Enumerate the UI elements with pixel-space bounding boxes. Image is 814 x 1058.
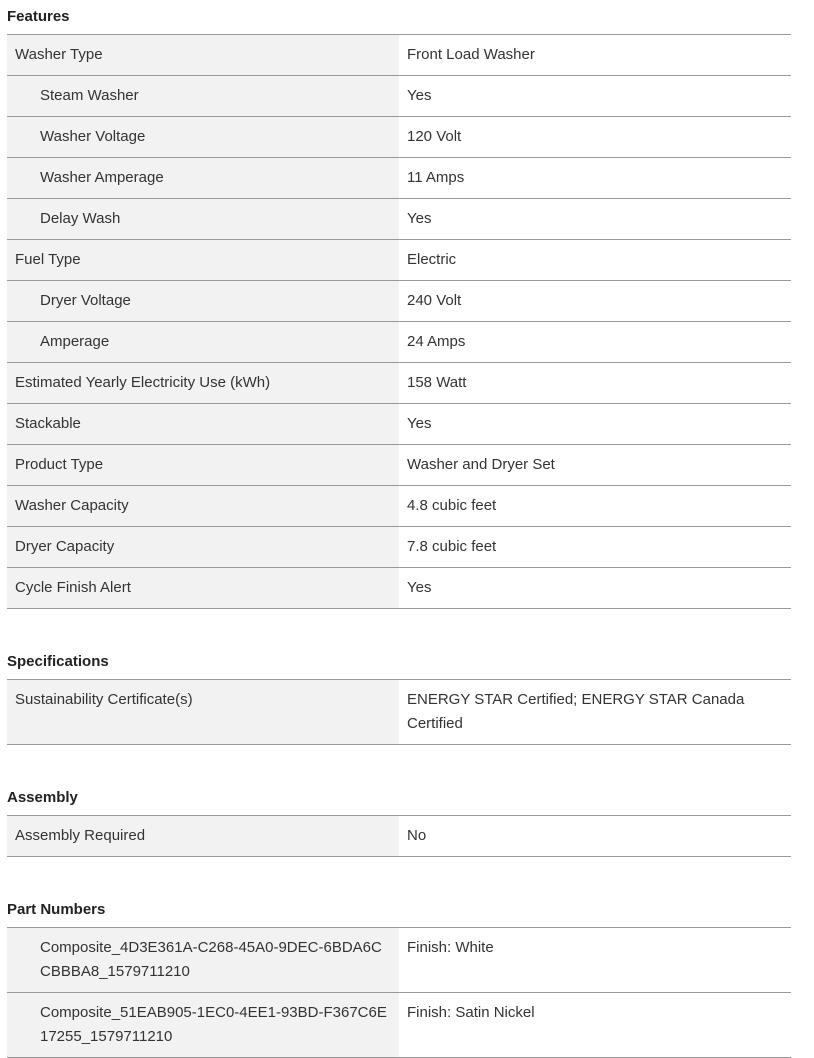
table-row bbox=[7, 117, 791, 158]
row-label: Composite_4D3E361A-C268-45A0-9DEC-6BDA6CCBBBA8_1579711210 bbox=[7, 928, 399, 992]
row-label: Delay Wash bbox=[7, 199, 399, 239]
row-label: Composite_51EAB905-1EC0-4EE1-93BD-F367C6E17255_1579711210 bbox=[7, 993, 399, 1057]
row-value: 11 Amps bbox=[407, 169, 465, 186]
section-spacer bbox=[7, 609, 791, 645]
table-row bbox=[7, 993, 791, 1058]
row-value: 7.8 cubic feet bbox=[407, 538, 497, 555]
table-row bbox=[7, 680, 791, 745]
row-value: Yes bbox=[407, 87, 432, 104]
table-row bbox=[7, 158, 791, 199]
specifications-table bbox=[7, 680, 791, 745]
row-label: Steam Washer bbox=[7, 76, 399, 116]
row-label: Dryer Voltage bbox=[7, 281, 399, 321]
row-label: Amperage bbox=[7, 322, 399, 362]
section-title-features: Features bbox=[7, 0, 791, 35]
row-label: Washer Amperage bbox=[7, 158, 399, 198]
row-value: Yes bbox=[407, 415, 432, 432]
features-table bbox=[7, 35, 791, 609]
table-row bbox=[7, 363, 791, 404]
part-numbers-table bbox=[7, 928, 791, 1058]
table-row bbox=[7, 445, 791, 486]
section-spacer bbox=[7, 857, 791, 893]
row-label: Washer Voltage bbox=[7, 117, 399, 157]
row-label: Washer Type bbox=[7, 35, 399, 75]
table-row bbox=[7, 568, 791, 609]
table-row bbox=[7, 199, 791, 240]
table-row bbox=[7, 816, 791, 857]
row-value: No bbox=[407, 827, 427, 844]
section-title-assembly: Assembly bbox=[7, 781, 791, 816]
table-row bbox=[7, 240, 791, 281]
table-row bbox=[7, 322, 791, 363]
row-value: 158 Watt bbox=[407, 374, 467, 391]
table-row bbox=[7, 928, 791, 993]
row-value: 4.8 cubic feet bbox=[407, 497, 497, 514]
row-label: Assembly Required bbox=[7, 816, 399, 856]
table-row bbox=[7, 35, 791, 76]
row-value: Washer and Dryer Set bbox=[407, 456, 555, 473]
row-label: Washer Capacity bbox=[7, 486, 399, 526]
row-label: Fuel Type bbox=[7, 240, 399, 280]
row-label: Product Type bbox=[7, 445, 399, 485]
row-label: Stackable bbox=[7, 404, 399, 444]
row-value: Finish: Satin Nickel bbox=[407, 1004, 535, 1021]
row-label: Sustainability Certificate(s) bbox=[7, 680, 399, 744]
table-row bbox=[7, 281, 791, 322]
table-row bbox=[7, 527, 791, 568]
row-value: Electric bbox=[407, 251, 457, 268]
row-value: Finish: White bbox=[407, 939, 494, 956]
row-value: Front Load Washer bbox=[407, 46, 535, 63]
table-row bbox=[7, 76, 791, 117]
row-value: Yes bbox=[407, 579, 432, 596]
section-spacer bbox=[7, 745, 791, 781]
section-title-part-numbers: Part Numbers bbox=[7, 893, 791, 928]
section-title-specifications: Specifications bbox=[7, 645, 791, 680]
row-value: Yes bbox=[407, 210, 432, 227]
product-details bbox=[7, 0, 791, 1058]
table-row bbox=[7, 486, 791, 527]
row-value: ENERGY STAR Certified; ENERGY STAR Canada Certified bbox=[407, 691, 745, 732]
row-value: 240 Volt bbox=[407, 292, 462, 309]
assembly-table bbox=[7, 816, 791, 857]
row-value: 120 Volt bbox=[407, 128, 462, 145]
row-label: Dryer Capacity bbox=[7, 527, 399, 567]
row-label: Cycle Finish Alert bbox=[7, 568, 399, 608]
row-label: Estimated Yearly Electricity Use (kWh) bbox=[7, 363, 399, 403]
row-value: 24 Amps bbox=[407, 333, 466, 350]
table-row bbox=[7, 404, 791, 445]
